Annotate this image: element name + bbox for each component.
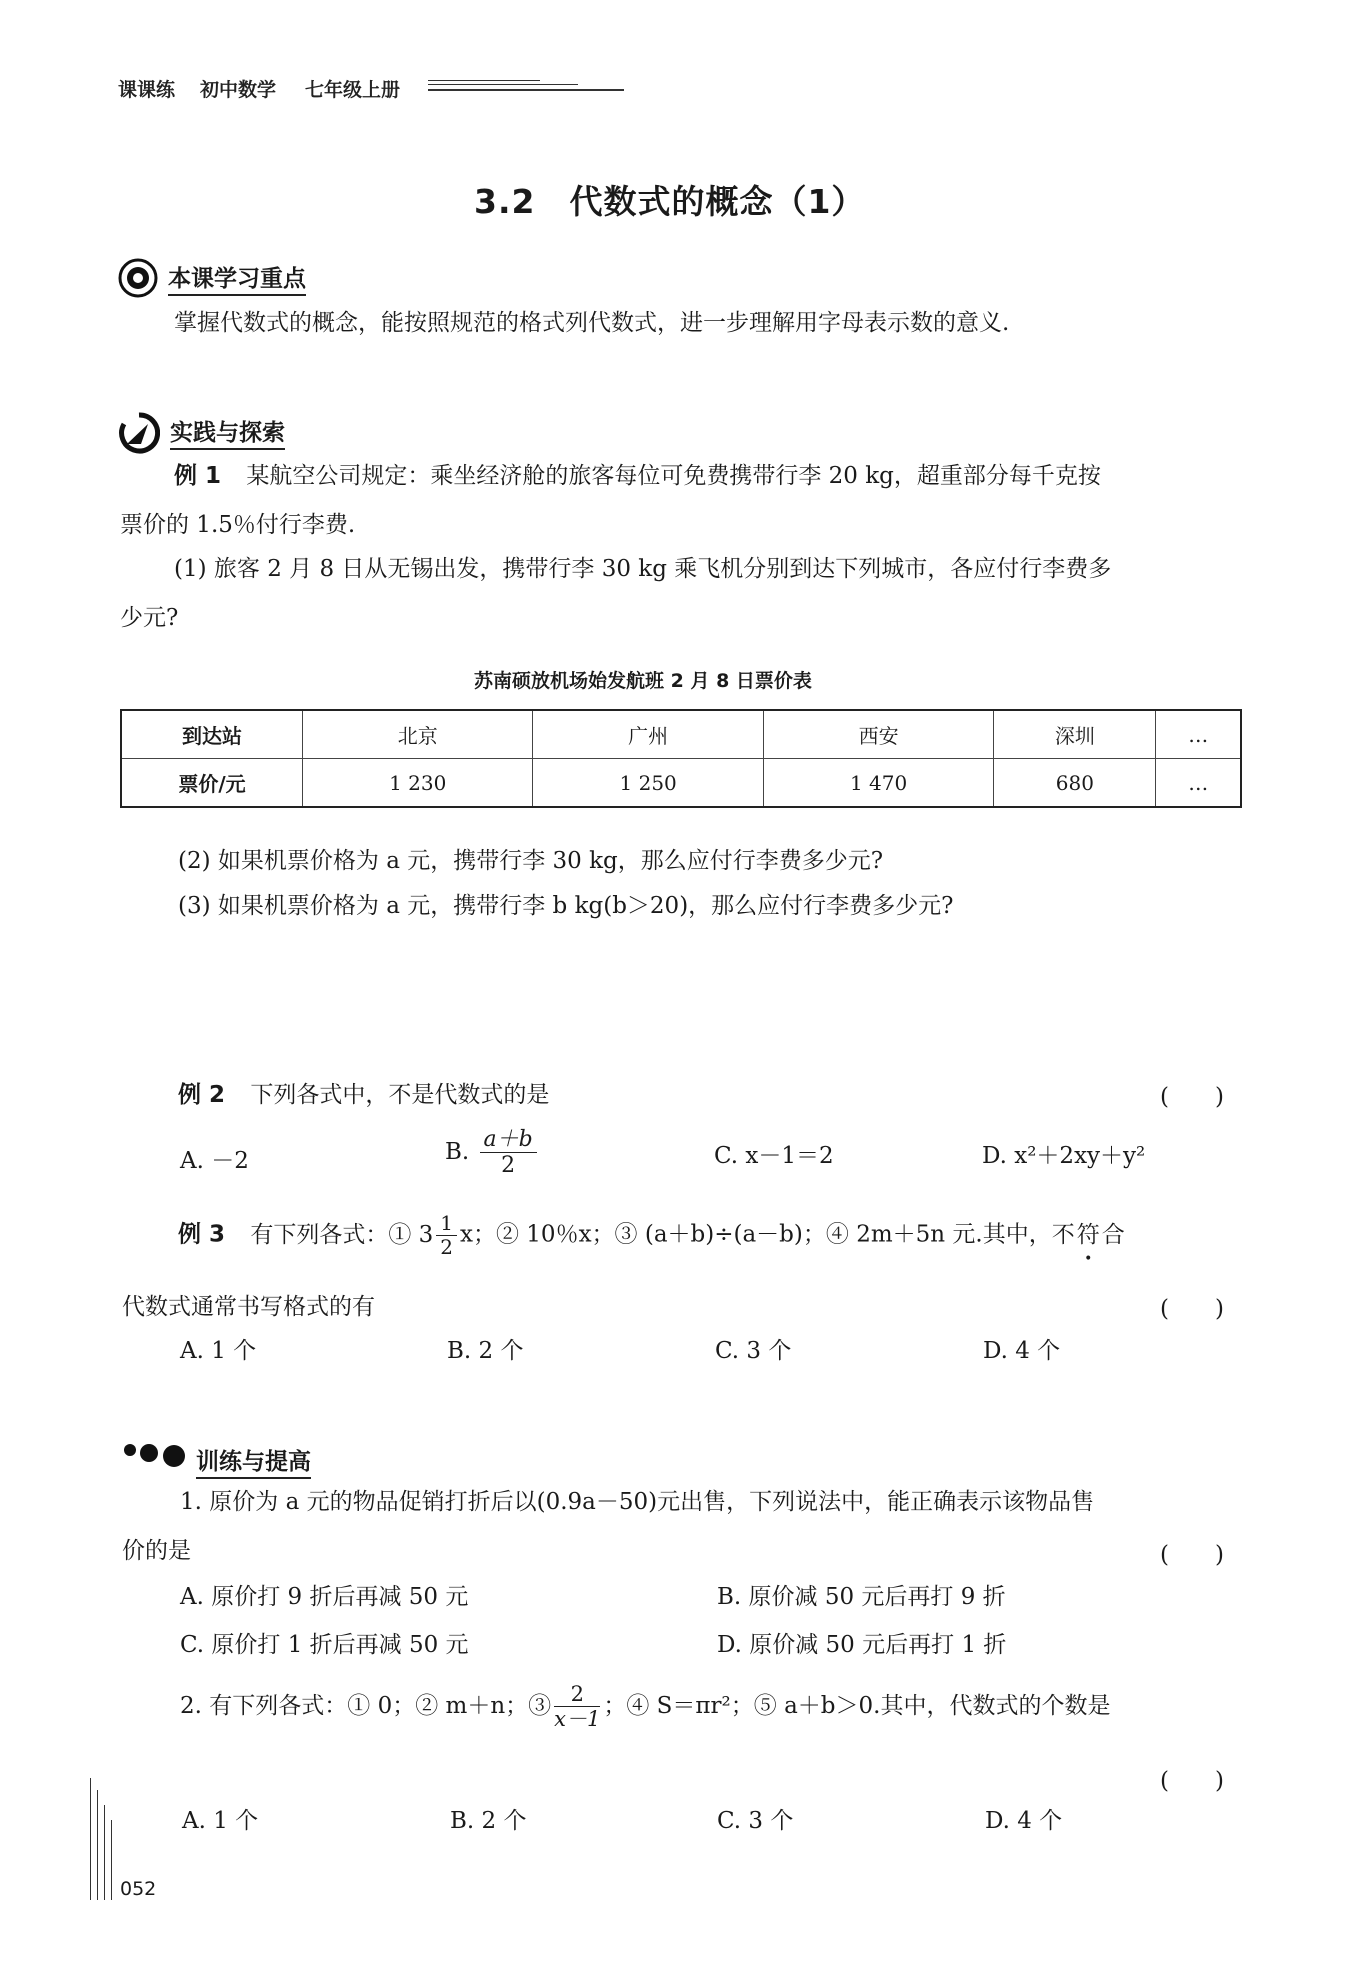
example-1-label: 例 1 [174, 463, 222, 489]
example-1-q1-line1: (1) 旅客 2 月 8 日从无锡出发，携带行李 30 kg 乘飞机分别到达下列城市，各应付行李费多 [174, 556, 1112, 582]
dots-icon [120, 1438, 196, 1472]
example-2-option-a: A. －2 [180, 1148, 249, 1174]
example-3-line1: 例 3 有下列各式：① 3 $\frac{1}{2}$ x；② 10％x；③ (a＋b)÷(a－b)；④ 2m＋5n 元.其中，不符合 [178, 1211, 1127, 1259]
table-cell: 680 [994, 759, 1156, 808]
training-q1-option-b: B. 原价减 50 元后再打 9 折 [717, 1584, 1006, 1610]
section-heading-focus: 本课学习重点 [168, 260, 306, 296]
section-heading-training: 训练与提高 [196, 1443, 311, 1479]
table-cell: 到达站 [121, 710, 303, 759]
training-q2-option-c: C. 3 个 [717, 1808, 794, 1834]
example-2-option-c: C. x－1＝2 [714, 1143, 834, 1169]
training-q2-stem: 2. 有下列各式：① 0；② m＋n；③ $\frac{2}{x-1}$ ；④ S＝πr²；⑤ a＋b＞0.其中，代数式的个数是 [180, 1682, 1111, 1732]
training-q2-option-a: A. 1 个 [182, 1808, 259, 1834]
example-2-stem: 下列各式中，不是代数式的是 [250, 1082, 550, 1108]
training-q1-option-a: A. 原价打 9 折后再减 50 元 [180, 1584, 469, 1610]
table-cell: 深圳 [994, 710, 1156, 759]
training-q1-line2: 价的是 [122, 1538, 191, 1564]
example-3-option-a: A. 1 个 [180, 1338, 257, 1364]
training-q1-option-c: C. 原价打 1 折后再减 50 元 [180, 1632, 469, 1658]
header-grade: 七年级上册 [305, 79, 401, 101]
answer-paren: ( ) [1160, 1768, 1224, 1794]
fare-table [120, 709, 1242, 808]
table-cell: … [1156, 759, 1241, 808]
table-cell: 西安 [763, 710, 993, 759]
focus-text: 掌握代数式的概念，能按照规范的格式列代数式，进一步理解用字母表示数的意义. [174, 310, 1010, 336]
example-3-option-c: C. 3 个 [715, 1338, 792, 1364]
table-cell: 北京 [303, 710, 533, 759]
header-subject: 初中数学 [200, 79, 277, 101]
emphasis-text: 不符合 [1051, 1221, 1127, 1248]
training-q2-option-b: B. 2 个 [450, 1808, 527, 1834]
example-3-option-d: D. 4 个 [983, 1338, 1061, 1364]
table-row [121, 710, 1241, 759]
table-cell: 广州 [533, 710, 763, 759]
training-q2-option-d: D. 4 个 [985, 1808, 1063, 1834]
table-cell: 票价/元 [121, 759, 303, 808]
example-3-option-b: B. 2 个 [447, 1338, 524, 1364]
training-q1-option-d: D. 原价减 50 元后再打 1 折 [717, 1632, 1007, 1658]
compass-icon [118, 412, 160, 458]
page-number: 052 [120, 1878, 157, 1900]
target-icon [118, 258, 158, 302]
example-3-label: 例 3 [178, 1221, 226, 1248]
example-3-line2: 代数式通常书写格式的有 [122, 1294, 375, 1320]
page-title: 3.2 代数式的概念（1） [474, 182, 866, 221]
example-2-label: 例 2 [178, 1082, 226, 1108]
header-series: 课课练 [118, 79, 176, 101]
example-1-line1: 某航空公司规定：乘坐经济舱的旅客每位可免费携带行李 20 kg，超重部分每千克按 [246, 463, 1101, 489]
table-cell: 1 230 [303, 759, 533, 808]
example-2-option-d: D. x²＋2xy＋y² [982, 1143, 1146, 1169]
answer-paren: ( ) [1160, 1084, 1224, 1110]
table-cell: 1 470 [763, 759, 993, 808]
table-row [121, 759, 1241, 808]
example-1-q3: (3) 如果机票价格为 a 元，携带行李 b kg(b＞20)，那么应付行李费多少元? [178, 893, 954, 919]
answer-paren: ( ) [1160, 1542, 1224, 1568]
example-1-line2: 票价的 1.5％付行李费. [120, 512, 356, 538]
example-1-q1-line2: 少元? [120, 605, 179, 631]
table-cell: 1 250 [533, 759, 763, 808]
section-heading-explore: 实践与探索 [170, 414, 285, 450]
example-2-option-b: B. $\frac{a+b}{2}$ [445, 1127, 540, 1179]
answer-paren: ( ) [1160, 1296, 1224, 1322]
example-1-q2: (2) 如果机票价格为 a 元，携带行李 30 kg，那么应付行李费多少元? [178, 848, 884, 874]
training-q1-line1: 1. 原价为 a 元的物品促销打折后以(0.9a－50)元出售，下列说法中，能正确表示该物品售 [180, 1489, 1095, 1515]
table-cell: … [1156, 710, 1241, 759]
table-caption: 苏南硕放机场始发航班 2 月 8 日票价表 [474, 670, 812, 692]
